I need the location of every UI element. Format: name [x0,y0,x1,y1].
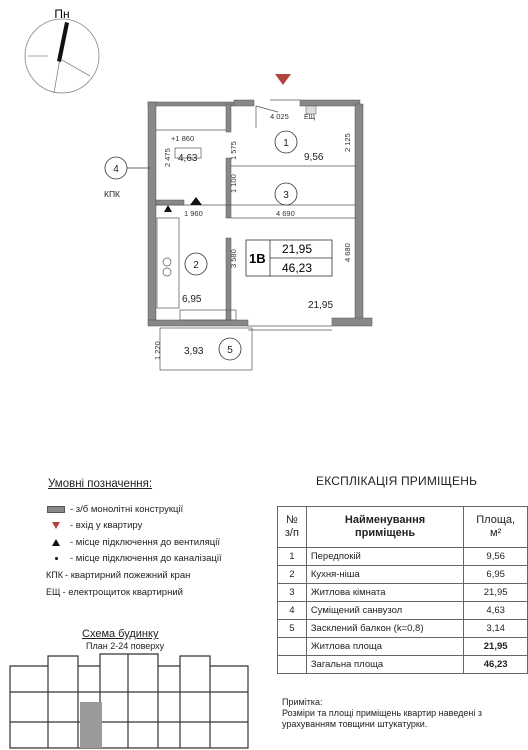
legend-title: Умовні позначення: [48,478,153,490]
dim-4690: 4 690 [276,209,295,218]
room-1-area: 9,56 [304,152,324,163]
dim-1575: 1 575 [229,141,238,160]
dim-1860: +1 860 [171,134,195,143]
scheme-subtitle: План 2-24 поверху [86,641,165,651]
table-row: 2 Кухня-ніша 6,95 [278,566,528,584]
legend-item-kpk: КПК - квартирний пожежний кран [46,569,191,581]
monolith-swatch-icon [46,506,66,513]
entrance-triangle-icon [275,74,291,85]
header-num: № з/п [278,507,307,548]
esch-panel [306,106,316,114]
dim-4680: 4 680 [343,243,352,262]
explication-table [277,506,528,674]
living-area-row: Житлова площа 21,95 [278,638,528,656]
note-text: Розміри та площі приміщень квартир наведені з урахуванням товщини штукатурки. [282,708,482,729]
dim-1100: 1 100 [229,174,238,193]
kpk-abbrev: КПК [46,570,63,580]
unit-total-area: 46,23 [282,261,313,275]
table-header-row [278,507,528,548]
sewer-dot-icon [46,557,66,560]
note [282,697,522,730]
explication-title: ЕКСПЛІКАЦІЯ ПРИМІЩЕНЬ [316,474,478,488]
table-row: 1 Передпокій 9,56 [278,548,528,566]
header-name: Найменування приміщень [306,507,464,548]
table-row: 3 Житлова кімната 21,95 [278,584,528,602]
room-2-area: 6,95 [182,294,202,305]
compass-north-label: Пн [54,7,70,21]
room-5-area: 3,93 [184,346,204,357]
room-3-number: 3 [283,190,289,201]
room-4-area: 4,63 [178,153,198,164]
table-row: 5 Засклений балкон (k=0,8) 3,14 [278,620,528,638]
legend-item-monolith: - з/б монолітні конструкції [46,502,183,516]
ventilation-triangle-icon [46,539,66,546]
total-area-row: Загальна площа 46,23 [278,656,528,674]
entrance-triangle-icon [46,522,66,529]
room-1-number: 1 [283,138,289,149]
legend-item-sewer: - місце підключення до каналізації [46,551,222,565]
unit-living-area: 21,95 [282,242,313,256]
dim-1960: 1 960 [184,209,203,218]
esch-abbrev: ЕЩ [46,587,61,597]
ventilation-triangle-icon [190,197,202,205]
header-area: Площа, м² [464,507,528,548]
table-row: 4 Суміщений санвузол 4,63 [278,602,528,620]
dim-2475: 2 475 [163,148,172,167]
unit-type: 1В [249,251,266,266]
room-3-area-bottom: 21,95 [308,300,334,311]
legend-item-entrance: - вхід у квартиру [46,518,142,532]
legend-item-esch: ЕЩ - електрощиток квартирний [46,586,183,598]
building-scheme [8,652,250,750]
dim-3580: 3 580 [229,249,238,268]
legend-item-ventilation: - місце підключення до вентиляції [46,535,220,549]
dim-4025: 4 025 [270,112,289,121]
esch-label: ЕЩ [304,114,316,121]
dim-2125: 2 125 [343,133,352,152]
room-2-number: 2 [193,260,199,271]
highlighted-apartment [80,702,102,748]
room-4-number: 4 [113,164,119,175]
scheme-title: Схема будинку [82,628,159,640]
compass [25,19,99,93]
dim-1220: 1 220 [153,341,162,360]
kpk-label: КПК [104,189,121,199]
room-5-number: 5 [227,345,233,356]
note-title: Примітка: [282,697,323,707]
